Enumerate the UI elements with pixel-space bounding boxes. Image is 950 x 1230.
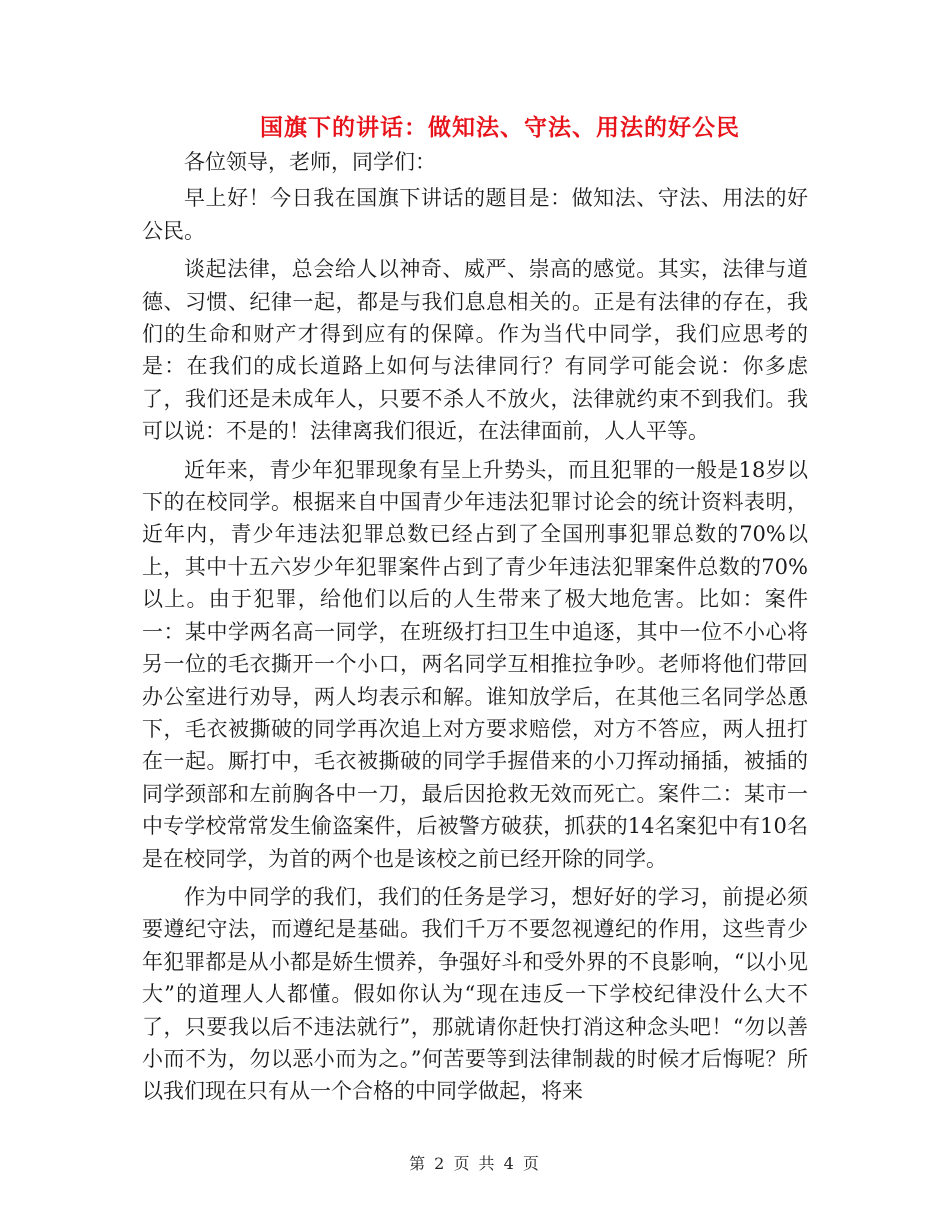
paragraph-crime-cases: 近年来，青少年犯罪现象有呈上升势头，而且犯罪的一般是18岁以下的在校同学。根据来自中国青少年违法犯罪讨论会的统计资料表明，近年内，青少年违法犯罪总数已经占到了全国刑事犯罪总数的70%以上，其中十五六岁少年犯罪案件占到了青少年违法犯罪案件总数的70%以上。由于犯罪，给他们以后的人生带来了极大地危害。比如：案件一：某中学两名高一同学，在班级打扫卫生中追逐，其中一位不小心将另一位的毛衣撕开一个小口，两名同学互相推拉争吵。老师将他们带回办公室进行劝导，两人均表示和解。谁知放学后，在其他三名同学怂恿下，毛衣被撕破的同学再次追上对方要求赔偿，对方不答应，两人扭打在一起。厮打中，毛衣被撕破的同学手握借来的小刀挥动捅插，被插的同学颈部和左前胸各中一刀，最后因抢救无效而死亡。案件二：某市一中专学校常常发生偷盗案件，后被警方破获，抓获的14名案犯中有10名是在校同学，为首的两个也是该校之前已经开除的同学。 [142,457,808,871]
page-title: 国旗下的讲话：做知法、守法、用法的好公民 [260,114,740,141]
paragraph-discipline: 作为中同学的我们，我们的任务是学习，想好好的学习，前提必须要遵纪守法，而遵纪是基础。我们千万不要忽视遵纪的作用，这些青少年犯罪都是从小都是娇生惯养，争强好斗和受外界的不良影响，“以小见大”的道理人人都懂。假如你认为“现在违反一下学校纪律没什么大不了，只要我以后不违法就行”，那就请你赶快打消这种念头吧！“勿以善小而不为，勿以恶小而为之。”何苦要等到法律制裁的时候才后悔呢？所以我们现在只有从一个合格的中同学做起，将来 [142,884,808,1104]
paragraph-opening: 早上好！今日我在国旗下讲话的题目是：做知法、守法、用法的好公民。 [142,186,808,243]
paragraph-greeting: 各位领导，老师，同学们： [184,150,436,174]
paragraph-law-intro: 谈起法律，总会给人以神奇、威严、崇高的感觉。其实，法律与道德、习惯、纪律一起，都是与我们息息相关的。正是有法律的存在，我们的生命和财产才得到应有的保障。作为当代中同学，我们应思考的是：在我们的成长道路上如何与法律同行？有同学可能会说：你多虑了，我们还是未成年人，只要不杀人不放火，法律就约束不到我们。我可以说：不是的！法律离我们很近，在法律面前，人人平等。 [142,257,808,444]
page-number-footer: 第 2 页 共 4 页 [409,1154,541,1173]
document-body [142,146,808,1114]
